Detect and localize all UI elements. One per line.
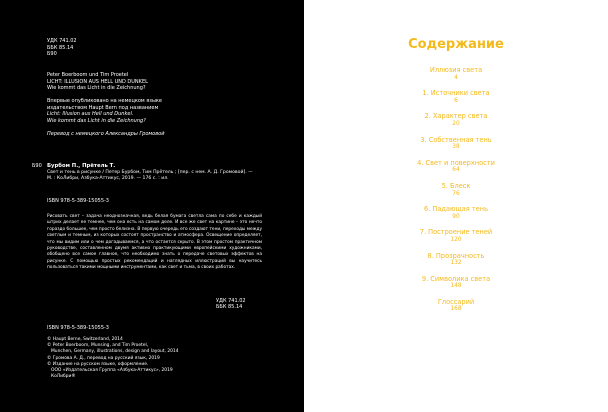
contents-page [304, 0, 608, 412]
contents-item [304, 182, 608, 205]
first-published-line: Wie kommt das Licht in die Zeichnung? [47, 117, 146, 124]
translator-credit: Перевод с немецкого Александры Громовой [47, 131, 165, 137]
contents-item-label: 3. Собственная тень [420, 135, 492, 144]
bbk-code: ББК 85.14 [47, 44, 74, 51]
original-title: LICHT: ILLUSION AUS HELL UND DUNKEL [47, 78, 148, 85]
isbn: ISBN 978-5-389-15055-3 [47, 325, 109, 331]
author-sign: Б90 [47, 51, 57, 58]
catalog-codes-bottom [216, 298, 246, 311]
book-abstract: Рисовать свет – задача неоднозначная, ведь белая бумага светла сама по себе и каждый штрих делает ее темнее, чем она есть на самом деле. И все же свет на картине – это нечто гораздо большее, чем просто белизна. В первую очередь его создают тени, переходы между светлым и темным, из которых состоят пространство и атмосфера. Освещение определяет, что мы видим или о чем догадываемся, а что остается скрыто. В этом простом практичном руководстве, составленном двумя активно практикующими европейскими художниками, обобщено все самое главное, что необходимо знать о передаче световых эффектов на рисунке. С помощью простых рекомендаций и наглядных иллюстраций вы научитесь пользоваться такими мощными инструментами, как свет и тьма, в своих работах. [47, 214, 262, 271]
contents-item [304, 275, 608, 298]
contents-list [304, 66, 608, 321]
first-published-line: издательством Haupt Bern под названием [47, 104, 159, 111]
contents-title: Содержание [408, 37, 504, 52]
contents-item [304, 66, 608, 89]
contents-item-page: 120 [450, 236, 462, 243]
copyright-line: Munchen, Germany, illustrations, design and layout, 2014 [51, 349, 179, 355]
copyright-line: © Haupt Berne, Switzerland, 2014 [47, 337, 123, 342]
contents-item-label: 1. Источники света [422, 89, 490, 98]
contents-item-page: 76 [452, 190, 460, 197]
first-published-line: Впервые опубликовано на немецком языке [47, 98, 163, 104]
contents-item-page: 64 [452, 167, 460, 174]
contents-item-page: 148 [450, 283, 462, 290]
contents-item-page: 4 [454, 74, 458, 81]
copyright-line: © Peter Boerboom, Munsing, and Tim Proetel, [47, 343, 149, 349]
contents-item [304, 205, 608, 228]
contents-item-label: 7. Построение теней [419, 228, 493, 237]
contents-item-label: 9. Символика света [421, 274, 491, 283]
catalog-code: Б90 [32, 163, 42, 169]
contents-item-label: 5. Блеск [441, 181, 471, 190]
contents-item-label: Глоссарий [437, 297, 475, 306]
catalog-heading: Бурбом П., Прётель Т. [47, 163, 116, 169]
original-subtitle: Wie kommt das Licht in die Zeichnung? [47, 85, 146, 92]
contents-item-page: 38 [452, 144, 460, 151]
contents-item-label: 8. Прозрачность [427, 251, 485, 260]
original-authors: Peter Boerboom und Tim Proetel [47, 72, 129, 78]
contents-item [304, 89, 608, 112]
contents-item-label: 4. Свет и поверхности [417, 158, 495, 167]
bbk-code: ББК 85.14 [216, 304, 243, 311]
copyright-line: © Издание на русском языке, оформление. [47, 361, 149, 367]
catalog-description: Свет и тень в рисунке / Петер Бурбом, Тим Прётель ; [пер. с нем. А. Д. Громовой]. — М. : КоЛибри, Азбука-Аттикус, 2019. — 176 с. : ил. [47, 170, 253, 182]
first-published-line: Licht: Illusion aus Hell und Dunkel. [47, 111, 134, 118]
contents-item [304, 252, 608, 275]
contents-item [304, 112, 608, 135]
contents-item-page: 90 [452, 213, 460, 220]
copyright-line: © Громова А. Д., перевод на русский язык, 2019 [47, 355, 160, 361]
contents-item [304, 159, 608, 182]
udc-code: УДК 741.02 [47, 38, 77, 44]
udc-code: УДК 741.02 [216, 298, 246, 304]
contents-item-page: 168 [450, 306, 462, 313]
contents-item-page: 132 [450, 260, 462, 267]
contents-item-page: 20 [452, 120, 460, 127]
copyright-block [47, 337, 179, 380]
contents-item [304, 136, 608, 159]
copyright-line: КоЛибри® [51, 374, 76, 380]
isbn: ISBN 978-5-389-15055-3 [47, 198, 109, 204]
contents-item-label: Иллюзия света [429, 66, 483, 74]
contents-item [304, 298, 608, 321]
contents-item [304, 228, 608, 251]
contents-item-label: 6. Падающая тень [424, 205, 488, 214]
contents-item-label: 2. Характер света [424, 112, 488, 121]
contents-item-page: 6 [454, 97, 458, 104]
copyright-line: ООО «Издательская Группа «Азбука-Аттикус», 2019 [51, 368, 173, 374]
